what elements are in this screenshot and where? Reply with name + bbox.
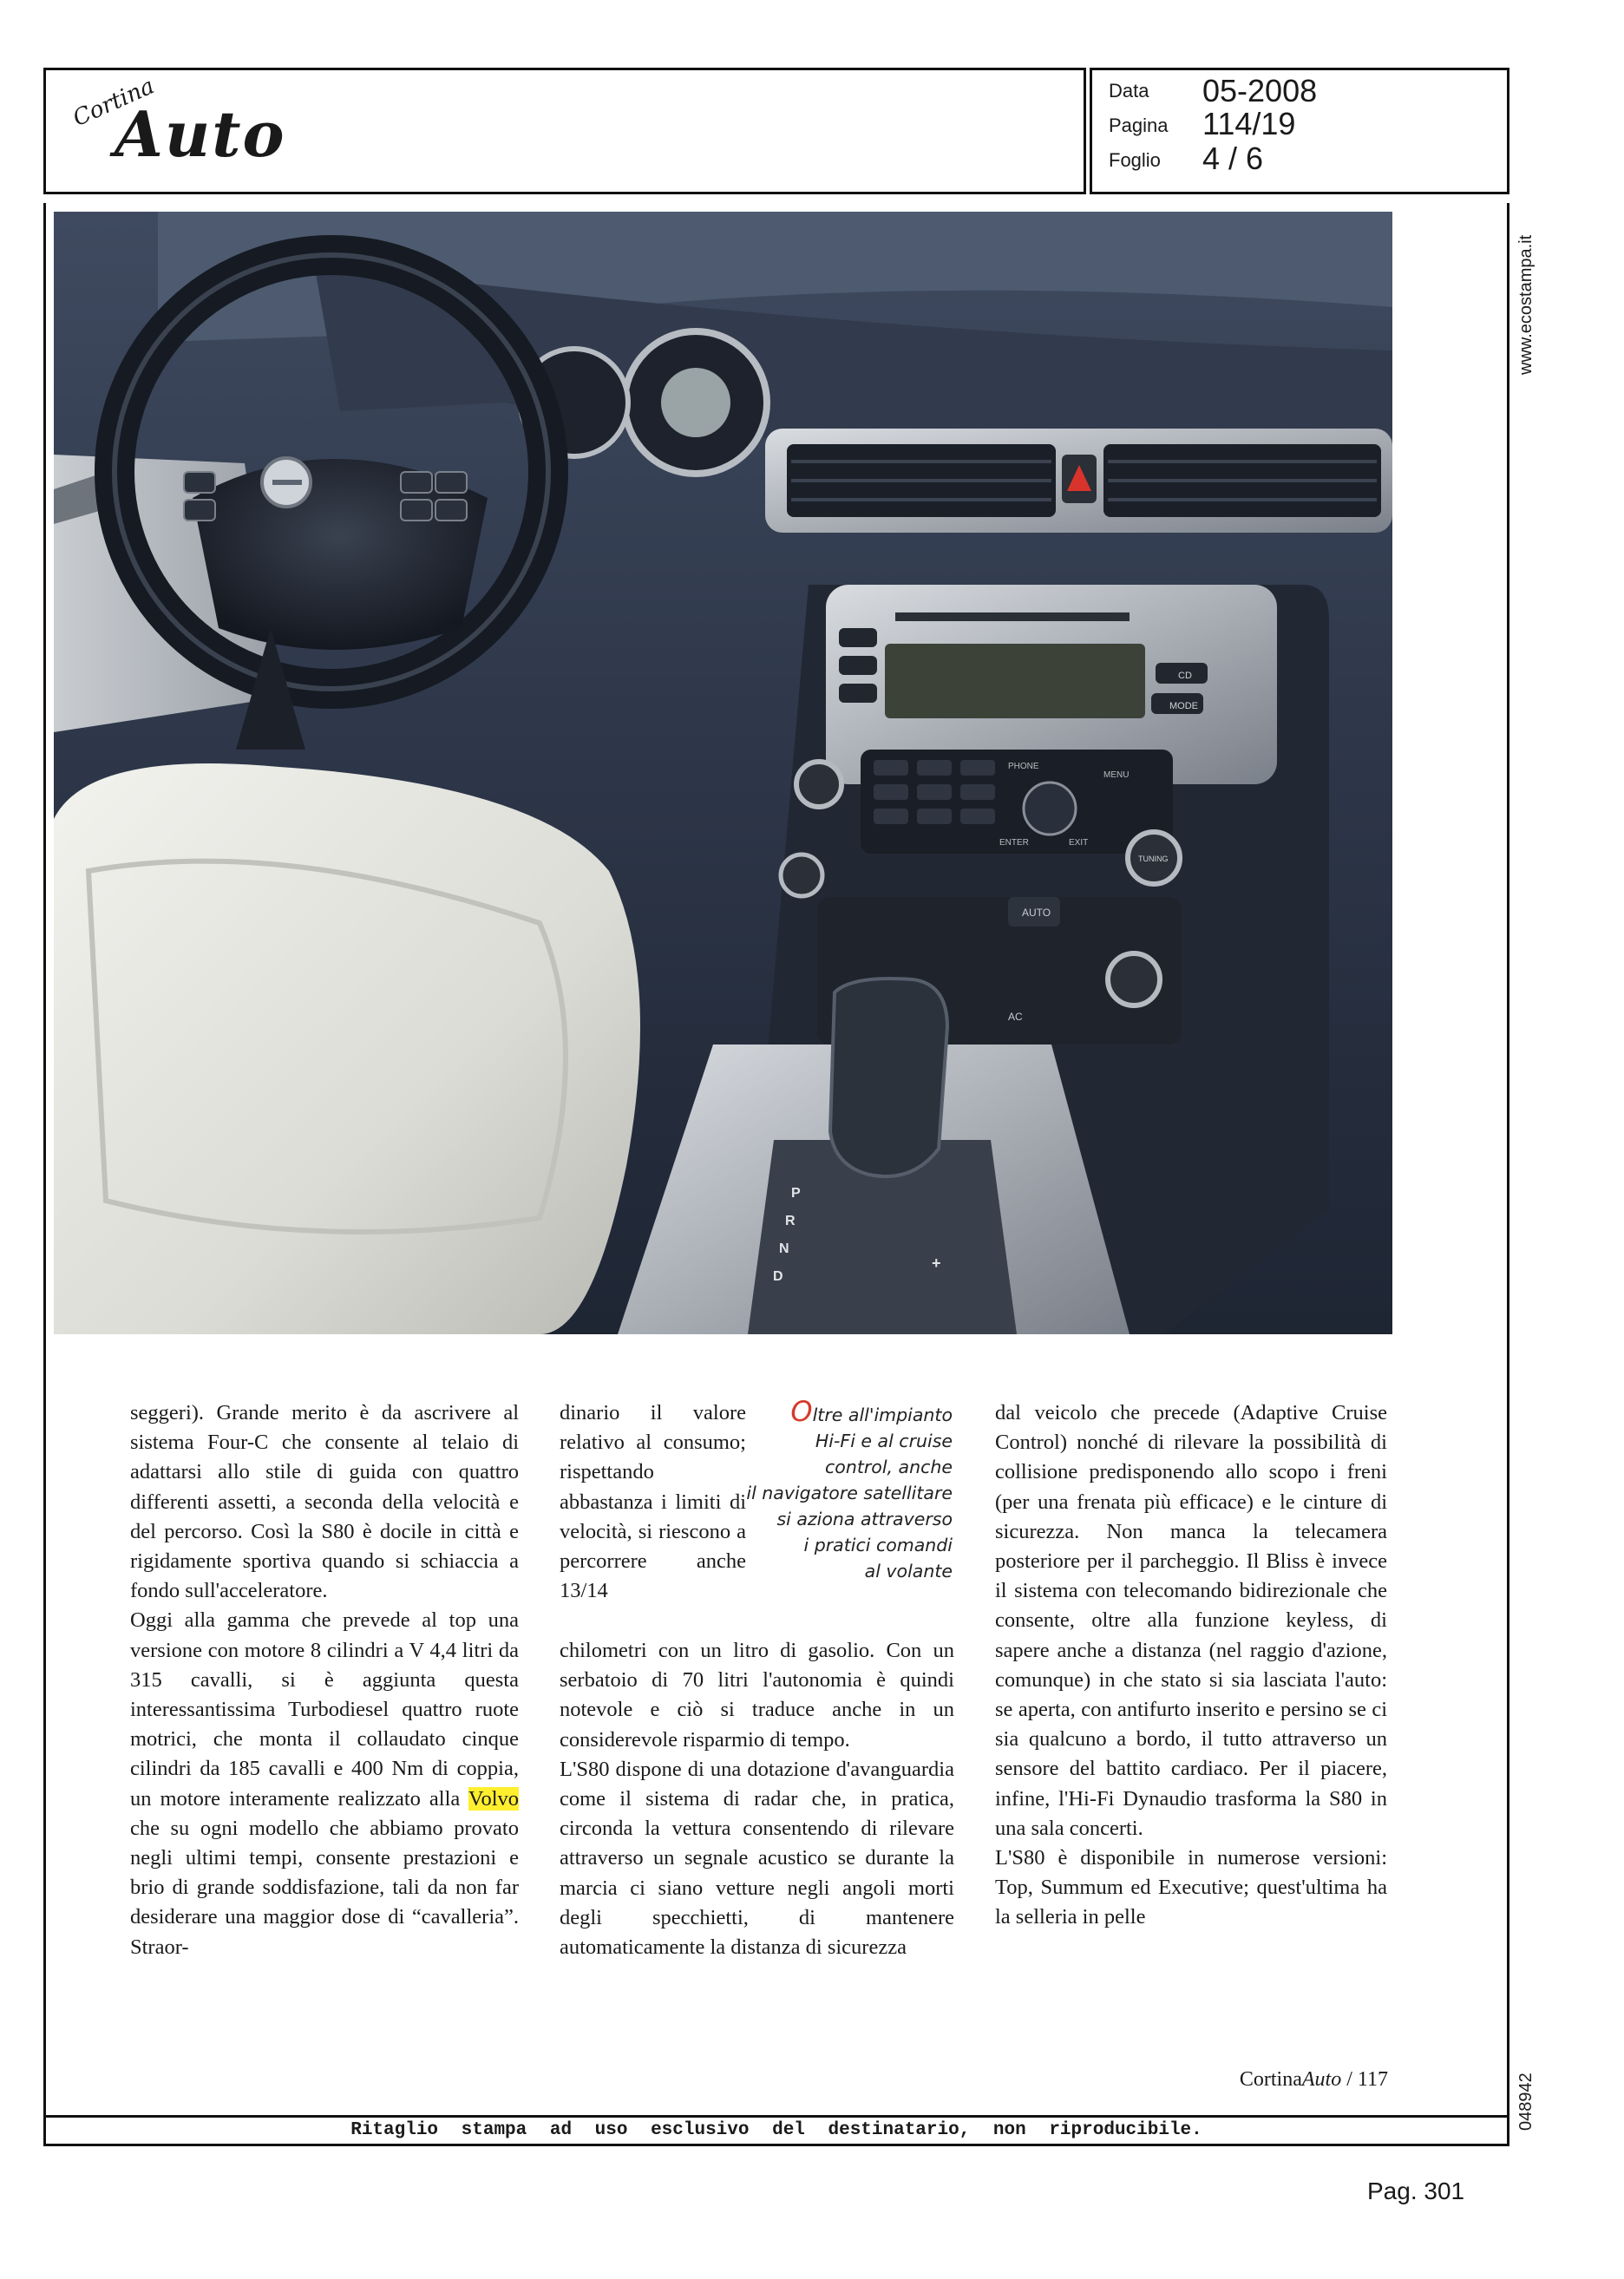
paragraph-engine-text: Oggi alla gamma che prevede al top una versione con motore 8 cilindri a V 4,4 litri da 315 cavalli, si è aggiunta questa interessantissima Turbodiesel quattro ruote motrici, che monta il collaudato cinque cilindri da 185 cavalli e 400 Nm di coppia, un motore interamente realizzato alla [130, 1608, 519, 1811]
fan-knob-left [781, 855, 822, 896]
gear-n-label: N [779, 1241, 789, 1256]
temp-knob-right [1108, 953, 1160, 1005]
paragraph-tank: chilometri con un litro di gasolio. Con un serbatoio di 70 litri l'autonomia è quindi notevole e ciò si traduce anche in un considerevole risparmio di tempo. [560, 1639, 954, 1752]
article-column-2-top [560, 1398, 746, 1606]
leather-seat [54, 763, 640, 1334]
menu-label: MENU [1103, 770, 1130, 780]
gauge-display [661, 368, 730, 437]
phone-label: PHONE [1008, 762, 1039, 771]
article-column-2-bottom [560, 1636, 954, 1962]
mode-label: MODE [1169, 701, 1198, 711]
pagina-label: Pagina [1109, 115, 1169, 136]
exit-label: EXIT [1069, 838, 1089, 848]
frame-right-rule [1507, 203, 1509, 2146]
paragraph-acc: dal veicolo che precede (Adaptive Cruise Control) nonché di rilevare la possibilità di collisione predisponendo allo scopo i freni (per una frenata più efficace) e le cinture di sicurezza. Non manca la telecamera posteriore per il parcheggio. Il Bliss è invece il sistema con telecomando bidirezionale che consente, oltre alla funzione keyless, di sapere anche a distanza (nel raggio d'azione, comunque) in che stato si sia lasciata l'auto: se aperta, con antifurto inserito e persino se ci sia qualcuno a bordo, il tutto attraverso un sensore del battito cardiaco. Per il piacere, infine, l'Hi-Fi Dynaudio trasforma la S80 in una sala concerti. [995, 1401, 1387, 1840]
sig-brand-italic: Auto [1301, 2068, 1342, 2091]
foglio-value: 4 / 6 [1202, 141, 1264, 176]
side-url: www.ecostampa.it [1516, 234, 1536, 375]
caption-line-6: i pratici comandi [803, 1535, 953, 1555]
data-value: 05-2008 [1202, 73, 1318, 108]
pagina-value: 114/19 [1202, 106, 1296, 141]
caption-dropcap: O [790, 1395, 813, 1428]
gear-r-label: R [785, 1214, 796, 1228]
cd-label: CD [1178, 671, 1192, 681]
article-column-3 [995, 1398, 1387, 1933]
ac-label: AC [1008, 1011, 1023, 1023]
gear-p-label: P [791, 1186, 801, 1201]
caption-line-4: il navigatore satellitare [746, 1483, 953, 1503]
paragraph-versions: L'S80 è disponibile in numerose versioni: Top, Summum ed Executive; quest'ultima ha la selleria in pelle [995, 1846, 1387, 1929]
caption-line-7: al volante [864, 1561, 953, 1582]
page-signature [1128, 2068, 1388, 2092]
highlighted-word-volvo: Volvo [468, 1786, 519, 1811]
gear-plus-label: + [932, 1254, 941, 1272]
car-interior-photo [54, 212, 1392, 1334]
logo-auto: Auto [115, 97, 286, 171]
gear-lever [830, 979, 947, 1176]
keypad-buttons [874, 760, 995, 824]
cd-slot [895, 612, 1130, 621]
paragraph-engine [130, 1606, 519, 1961]
caption-line-2: Hi-Fi e al cruise [815, 1431, 953, 1451]
sig-page-number: / 117 [1346, 2068, 1388, 2091]
tuning-label: TUNING [1138, 855, 1169, 863]
caption-line-5: si aziona attraverso [776, 1509, 953, 1529]
nav-dial [1024, 783, 1076, 835]
article-column-1 [130, 1398, 519, 1962]
paragraph-radar: L'S80 dispone di una dotazione d'avanguardia come il sistema di radar che, in pratica, circonda la vettura consentendo di rilevare attraverso un segnale acustico se durante la marcia ci siano vetture negli angoli morti degli specchietti, di mantenere automaticamente la distanza di sicurezza [560, 1757, 954, 1960]
paragraph-engine-tail: che su ogni modello che abbiamo provato negli ultimi tempi, consente prestazioni e brio di grande soddisfazione, tali da non far desiderare una maggior dose di “cavalleria”. Straor- [130, 1816, 519, 1959]
archive-id: 048942 [1516, 2073, 1536, 2131]
page-number: Pag. 301 [1367, 2177, 1465, 2204]
caption-line-3: control, anche [825, 1457, 953, 1477]
photo-caption [743, 1395, 953, 1584]
auto-label: AUTO [1022, 907, 1051, 919]
paragraph-four-c: seggeri). Grande merito è da ascrivere al sistema Four-C che consente al telaio di adattarsi allo stile di guida con quattro differenti assetti, a seconda della velocità e del percorso. Così la S80 è docile in città e rigidamente sportiva quando si schiaccia a fondo sull'acceleratore. [130, 1401, 519, 1603]
radio-display [885, 644, 1145, 718]
caption-text-1: ltre all'impianto [812, 1405, 953, 1425]
enter-label: ENTER [999, 838, 1029, 848]
foglio-label: Foglio [1109, 149, 1161, 171]
caption-line-1 [743, 1395, 953, 1428]
logo-cortina: Cortina [69, 73, 159, 132]
paragraph-consumption: dinario il valore relativo al consumo; rispettando abbastanza i limiti di velocità, si riescono a percorrere anche 13/14 [560, 1401, 746, 1603]
sig-brand: Cortina [1239, 2068, 1302, 2091]
frame-left-rule [43, 203, 46, 2146]
footer-disclaimer: Ritaglio stampa ad uso esclusivo del destinatario, non riproducibile. [350, 2120, 1202, 2140]
gear-d-label: D [773, 1269, 783, 1284]
data-label: Data [1109, 80, 1149, 102]
volume-knob [796, 762, 841, 807]
